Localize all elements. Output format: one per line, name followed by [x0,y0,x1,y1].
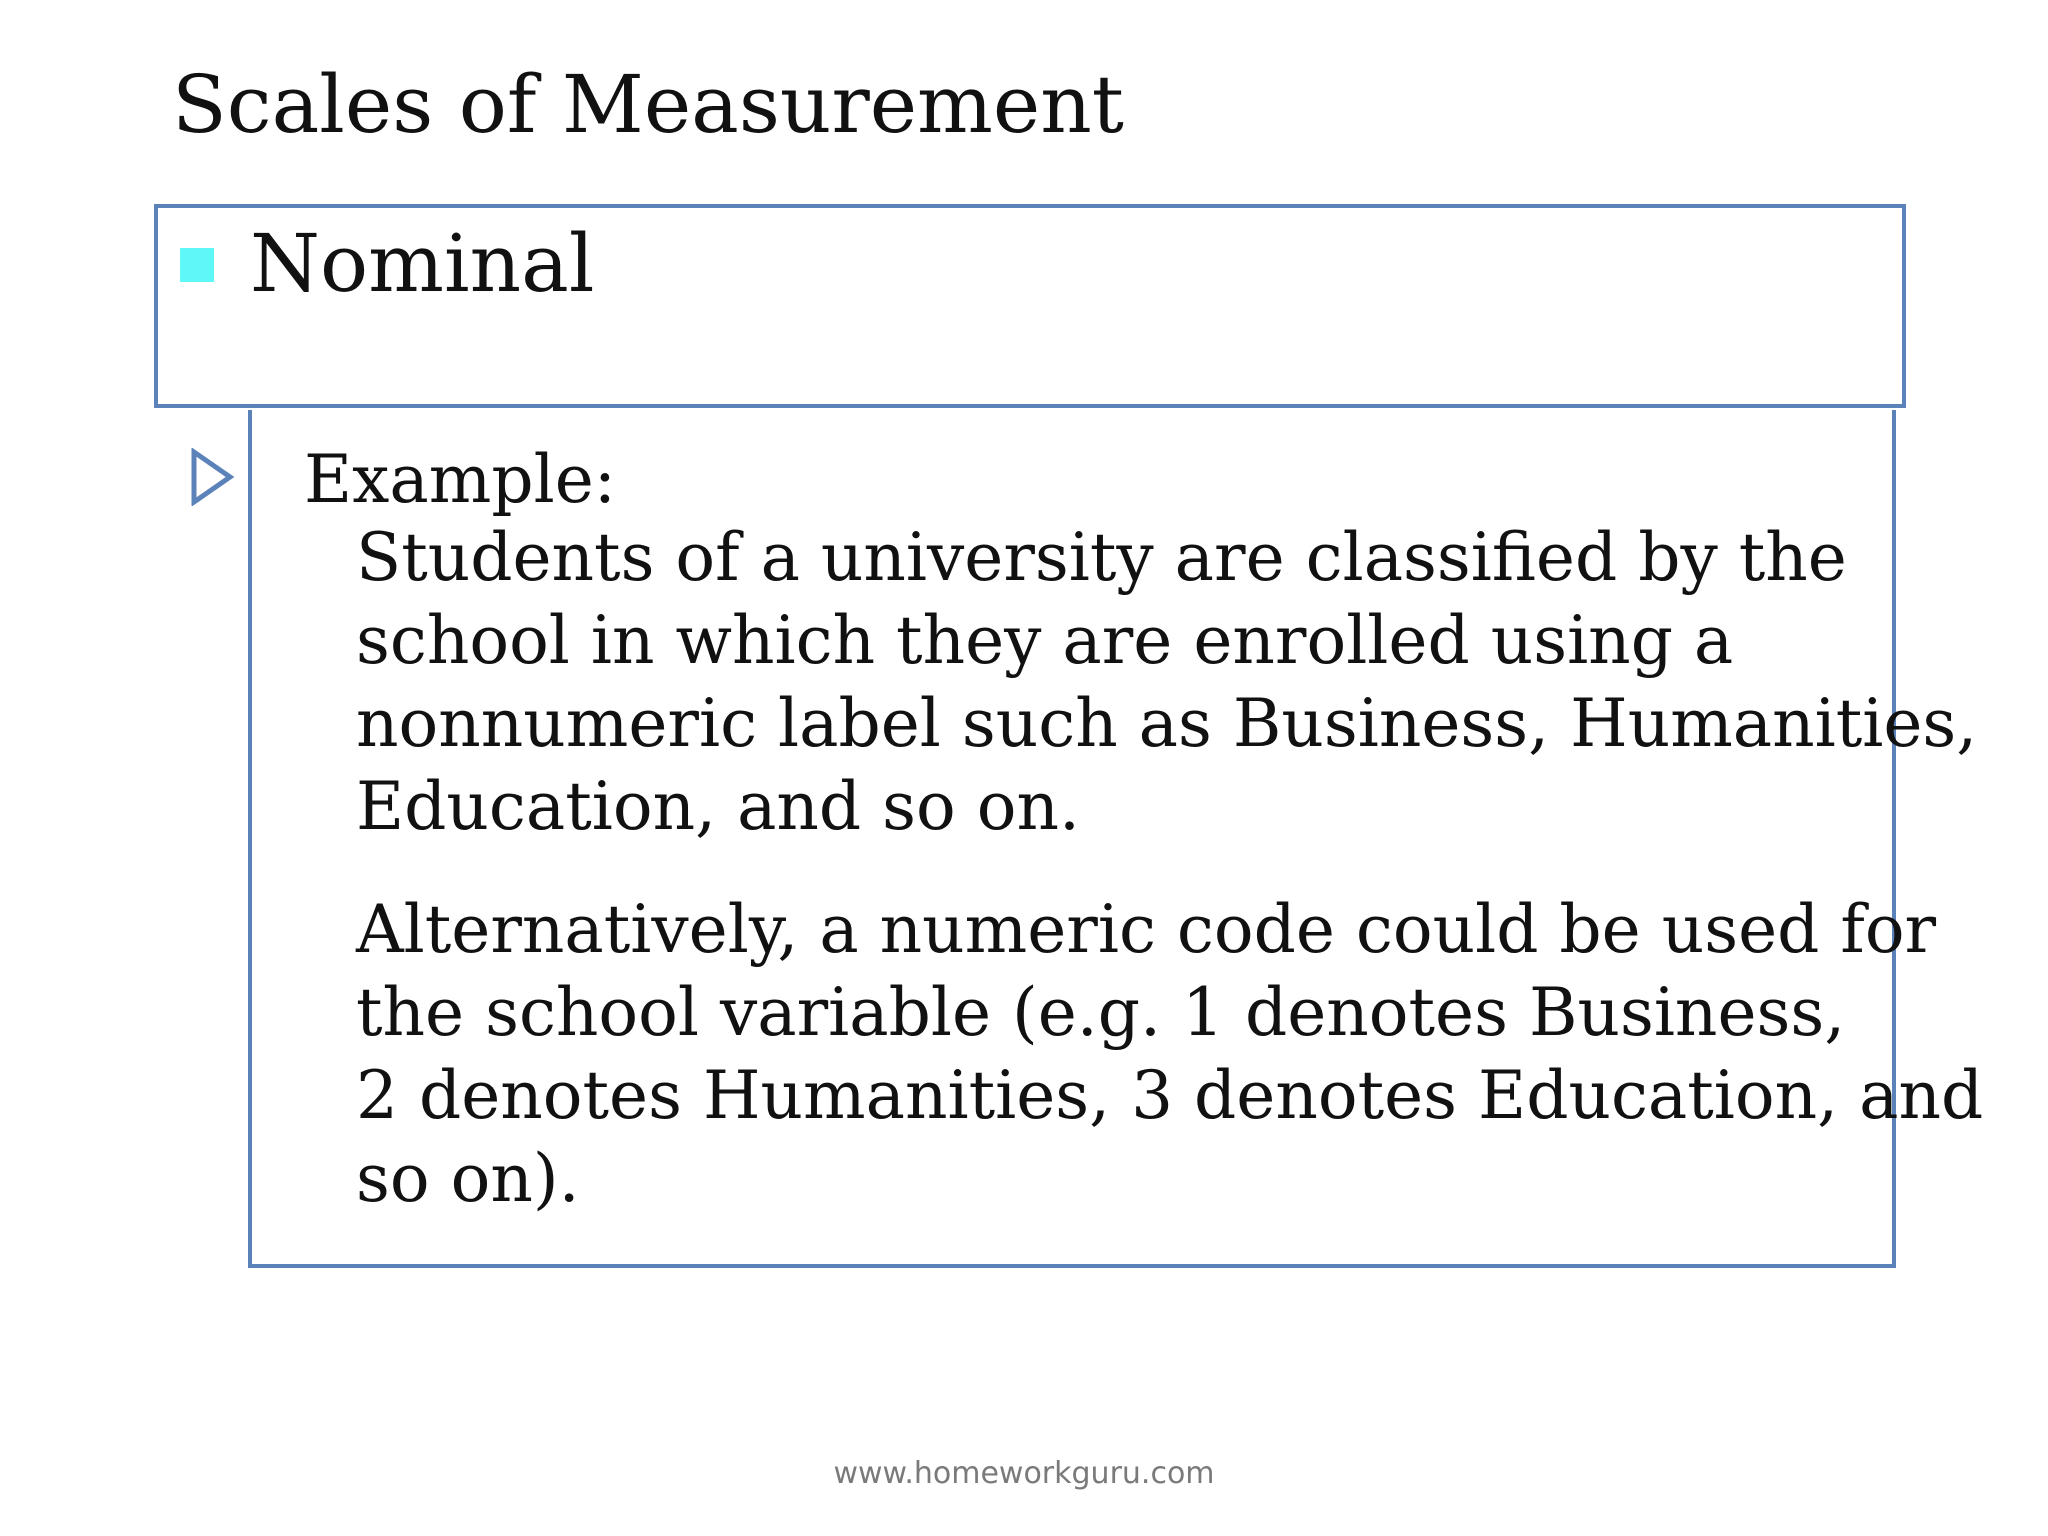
paragraph-line: school in which they are enrolled using a [356,602,1734,679]
triangle-bullet-icon [190,448,236,506]
paragraph-line: Education, and so on. [356,768,1080,845]
paragraph-line: Alternatively, a numeric code could be used for [356,891,1937,968]
example-paragraph-1 [356,516,1977,848]
paragraph-line: Students of a university are classified by the [356,519,1847,596]
slide-title: Scales of Measurement [172,58,1124,151]
example-heading: Example: [304,441,616,518]
paragraph-line: nonnumeric label such as Business, Humanities, [356,685,1978,762]
paragraph-line: so on). [356,1140,580,1217]
nominal-label: Nominal [250,217,595,310]
paragraph-line: the school variable (e.g. 1 denotes Business, [356,974,1846,1051]
square-bullet-icon [180,248,214,282]
footer-url: www.homeworkguru.com [833,1456,1215,1491]
example-paragraph-2 [356,888,1983,1220]
paragraph-line: 2 denotes Humanities, 3 denotes Education, and [356,1057,1984,1134]
